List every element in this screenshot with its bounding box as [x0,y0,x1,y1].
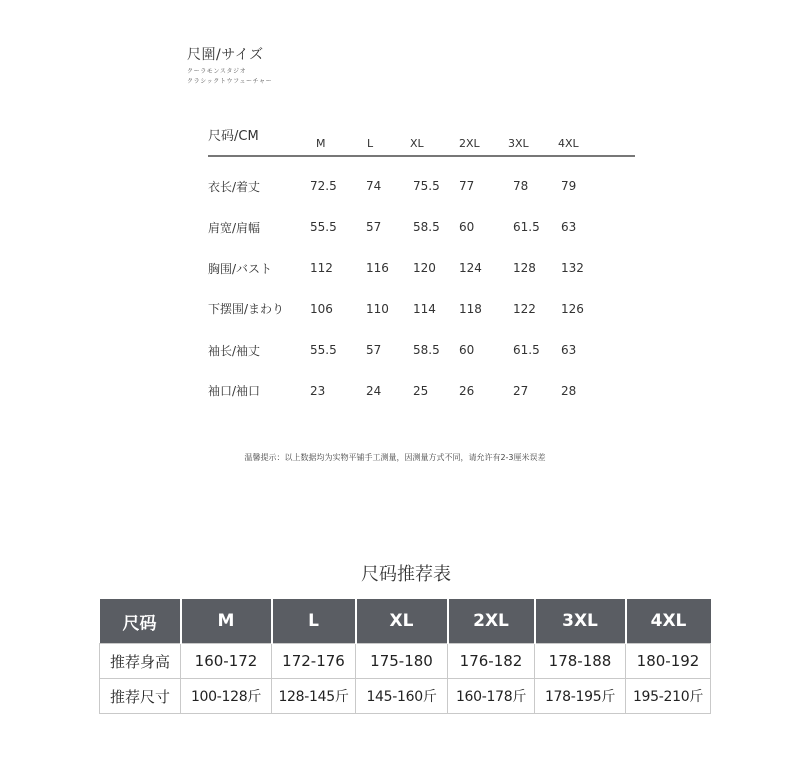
row-label: 袖长/袖丈 [208,344,261,358]
table-cell: 61.5 [513,220,540,234]
table-row [100,679,711,714]
header-divider [208,155,635,157]
table-cell: 180-192 [626,644,711,679]
table-cell: 25 [413,384,429,398]
header-cell: 2XL [448,599,535,644]
table-cell: 60 [459,220,475,234]
table-cell: 112 [310,261,333,275]
table-cell: 106 [310,302,333,316]
header-cell: 尺码 [100,599,181,644]
brand-title: 尺圍/サイズ [187,47,264,63]
header-cell: XL [356,599,448,644]
table-cell: 24 [366,384,382,398]
table-cell: 132 [561,261,584,275]
table-cell: 195-210斤 [626,679,711,714]
table-cell: 74 [366,179,382,193]
table-cell: 57 [366,343,382,357]
table-cell: 58.5 [413,220,440,234]
table-cell: 23 [310,384,326,398]
table-cell: 77 [459,179,475,193]
row-label: 推荐尺寸 [100,679,181,714]
table-row [100,644,711,679]
recommend-table [99,599,711,714]
table-cell: 120 [413,261,436,275]
table-cell: 28 [561,384,577,398]
unit-label: 尺码/CM [208,129,259,144]
row-label: 肩宽/肩幅 [208,221,261,235]
header-cell: 4XL [626,599,711,644]
table-cell: 172-176 [272,644,356,679]
table-cell: 124 [459,261,482,275]
table-cell: 60 [459,343,475,357]
recommend-title: 尺码推荐表 [361,564,451,585]
size-header-3xl: 3XL [508,137,529,150]
table-cell: 160-178斤 [448,679,535,714]
size-header-xl: XL [410,137,424,150]
table-cell: 175-180 [356,644,448,679]
table-cell: 72.5 [310,179,337,193]
table-cell: 57 [366,220,382,234]
table-cell: 178-195斤 [535,679,626,714]
size-header-2xl: 2XL [459,137,480,150]
measurement-note: 温馨提示：以上数据均为实物平铺手工测量，因测量方式不同，请允许有2-3厘米误差 [244,453,546,462]
row-label: 胸围/バスト [208,262,273,276]
table-cell: 61.5 [513,343,540,357]
table-cell: 160-172 [181,644,272,679]
size-header-4xl: 4XL [558,137,579,150]
header-cell: L [272,599,356,644]
brand-subtitle: クラシックトウフューチャー [187,78,273,85]
table-cell: 26 [459,384,475,398]
table-cell: 110 [366,302,389,316]
table-cell: 100-128斤 [181,679,272,714]
size-header-l: L [367,137,374,150]
table-cell: 128-145斤 [272,679,356,714]
header-cell: M [181,599,272,644]
row-label: 衣长/着丈 [208,180,261,194]
table-cell: 55.5 [310,220,337,234]
row-label: 下摆围/まわり [208,302,285,316]
table-cell: 75.5 [413,179,440,193]
size-header-m: M [316,137,326,150]
table-cell: 128 [513,261,536,275]
table-cell: 145-160斤 [356,679,448,714]
table-cell: 176-182 [448,644,535,679]
table-cell: 78 [513,179,529,193]
table-header-row [100,599,711,644]
table-cell: 126 [561,302,584,316]
table-cell: 178-188 [535,644,626,679]
table-cell: 63 [561,343,577,357]
brand-subtitle: クーラモンスタジオ [187,68,247,75]
table-cell: 79 [561,179,577,193]
table-cell: 63 [561,220,577,234]
table-cell: 58.5 [413,343,440,357]
table-cell: 114 [413,302,436,316]
table-cell: 27 [513,384,529,398]
table-cell: 122 [513,302,536,316]
table-cell: 55.5 [310,343,337,357]
row-label: 袖口/袖口 [208,384,261,398]
header-cell: 3XL [535,599,626,644]
table-cell: 118 [459,302,482,316]
table-cell: 116 [366,261,389,275]
row-label: 推荐身高 [100,644,181,679]
